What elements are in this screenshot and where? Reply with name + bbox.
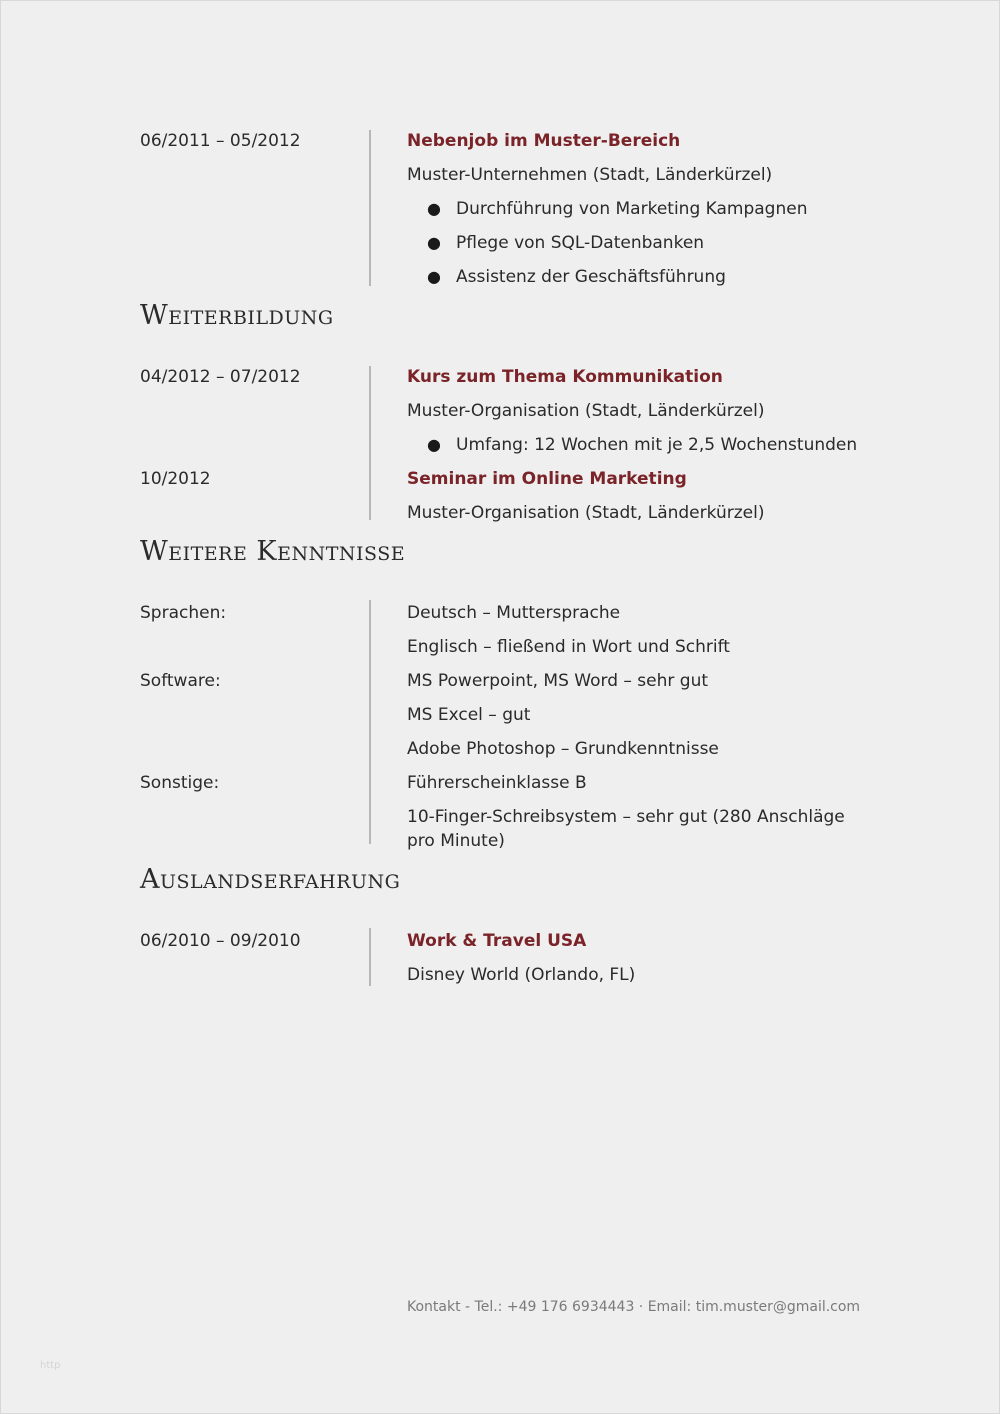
sprachen-label: Sprachen:	[140, 603, 227, 623]
bullet-icon: ●	[427, 435, 441, 454]
watermark: http	[40, 1360, 61, 1371]
section-heading-kenntnisse: Weitere Kenntnisse	[140, 536, 406, 567]
course-title: Kurs zum Thema Kommunikation	[407, 367, 723, 387]
job-bullet-1: Durchführung von Marketing Kampagnen	[456, 199, 808, 219]
bullet-icon: ●	[427, 233, 441, 252]
bullet-icon: ●	[427, 267, 441, 286]
software-1: MS Powerpoint, MS Word – sehr gut	[407, 671, 709, 691]
job-bullet-2: Pflege von SQL-Datenbanken	[456, 233, 705, 253]
job-bullet-3: Assistenz der Geschäftsführung	[456, 267, 726, 287]
sonstige-1: Führerscheinklasse B	[407, 773, 587, 793]
sonstige-label: Sonstige:	[140, 773, 220, 793]
seminar-date: 10/2012	[140, 469, 211, 489]
job-title: Nebenjob im Muster-Bereich	[407, 131, 681, 151]
software-2: MS Excel – gut	[407, 705, 531, 725]
ausland-date: 06/2010 – 09/2010	[140, 931, 301, 951]
software-label: Software:	[140, 671, 221, 691]
course-org: Muster-Organisation (Stadt, Länderkürzel)	[407, 401, 765, 421]
contact-footer: Kontakt - Tel.: +49 176 6934443 · Email: tim.muster@gmail.com	[407, 1299, 861, 1315]
kenntnisse-divider	[369, 600, 371, 844]
job-date: 06/2011 – 05/2012	[140, 131, 301, 151]
sprache-2: Englisch – fließend in Wort und Schrift	[407, 637, 730, 657]
job-company: Muster-Unternehmen (Stadt, Länderkürzel)	[407, 165, 773, 185]
bullet-icon: ●	[427, 199, 441, 218]
weiterbildung-divider	[369, 366, 371, 520]
seminar-org: Muster-Organisation (Stadt, Länderkürzel)	[407, 503, 765, 523]
ausland-title: Work & Travel USA	[407, 931, 587, 951]
section-heading-ausland: Auslandserfahrung	[140, 864, 401, 895]
ausland-place: Disney World (Orlando, FL)	[407, 965, 636, 985]
course-date: 04/2012 – 07/2012	[140, 367, 301, 387]
software-3: Adobe Photoshop – Grundkenntnisse	[407, 739, 719, 759]
job-divider	[369, 130, 371, 286]
ausland-divider	[369, 928, 371, 986]
section-heading-weiterbildung: Weiterbildung	[140, 300, 334, 331]
sonstige-2: 10-Finger-Schreibsystem – sehr gut (280 Anschläge pro Minute)	[407, 807, 845, 851]
sprache-1: Deutsch – Muttersprache	[407, 603, 621, 623]
seminar-title: Seminar im Online Marketing	[407, 469, 687, 489]
course-bullet: Umfang: 12 Wochen mit je 2,5 Wochenstunden	[456, 435, 858, 455]
